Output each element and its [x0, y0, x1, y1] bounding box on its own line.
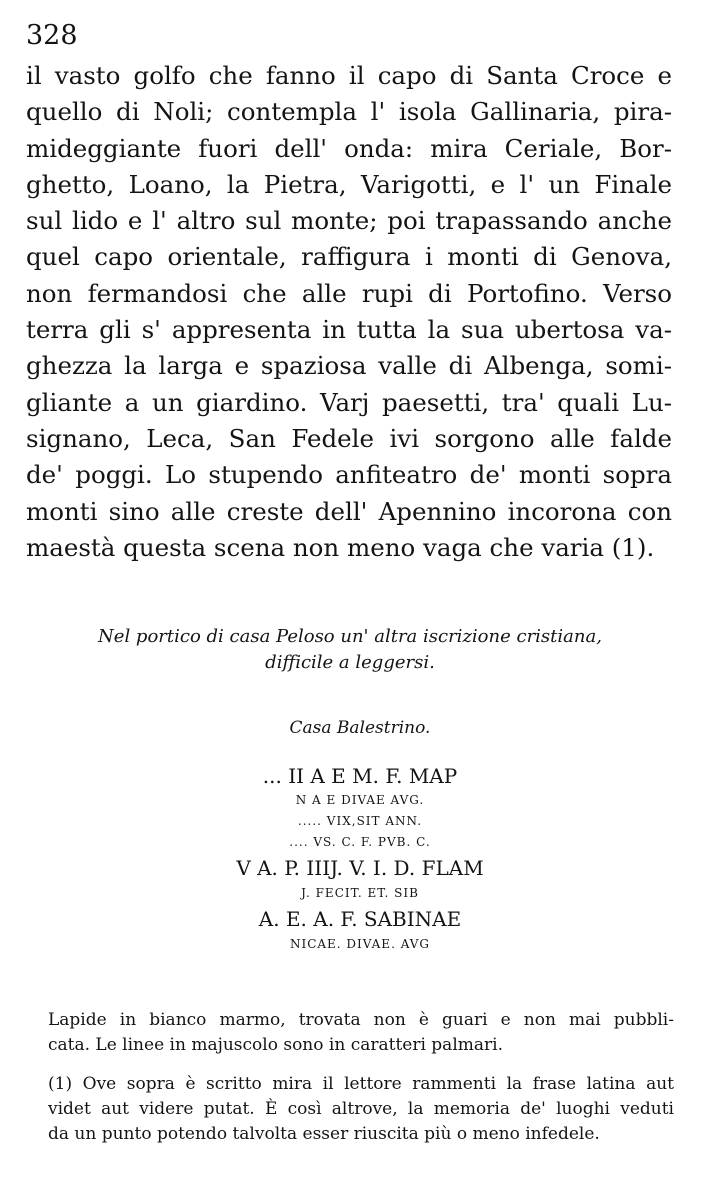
page-number: 328: [26, 20, 78, 51]
text-line: sul lido e l' altro sul monte; poi trapassando anche: [26, 206, 672, 236]
note-line: difficile a leggersi.: [265, 652, 435, 673]
footnote: [48, 1072, 674, 1147]
note-line: Nel portico di casa Peloso un' altra iscrizione cristiana,: [98, 626, 602, 647]
text-line: gliante a un giardino. Varj paesetti, tra' quali Lu-: [26, 387, 672, 417]
description-line: cata. Le linee in majuscolo sono in caratteri palmari.: [48, 1035, 503, 1055]
inscription-line: J. FECIT. ET. SIB: [301, 886, 419, 900]
inscription-block: [150, 716, 570, 955]
footnote-line: videt aut videre putat. È così altrove, la memoria de' luoghi veduti: [48, 1099, 674, 1119]
text-line: ghezza la larga e spaziosa valle di Albenga, somi-: [26, 351, 672, 381]
inscription-title: Casa Balestrino.: [289, 718, 431, 738]
description-line: Lapide in bianco marmo, trovata non è guari e non mai pubbli-: [48, 1010, 674, 1030]
text-line: non fermandosi che alle rupi di Portofino. Verso: [26, 278, 672, 308]
stone-description: [48, 1008, 674, 1058]
text-line: quello di Noli; contempla l' isola Gallinaria, pira-: [26, 97, 672, 127]
text-line: ghetto, Loano, la Pietra, Varigotti, e l' un Finale: [26, 169, 672, 199]
text-line: mideggiante fuori dell' onda: mira Ceriale, Bor-: [26, 133, 672, 163]
text-line: de' poggi. Lo stupendo anfiteatro de' monti sopra: [26, 460, 672, 490]
main-paragraph: [26, 58, 672, 566]
italic-note: [70, 624, 630, 676]
inscription-line: ... II A E M. F. MAP: [262, 764, 458, 788]
text-line: il vasto golfo che fanno il capo di Santa Croce e: [26, 61, 672, 90]
text-line: monti sino alle creste dell' Apennino incorona con: [26, 496, 672, 526]
text-line: signano, Leca, San Fedele ivi sorgono alle falde: [26, 423, 672, 453]
inscription-line: NICAE. DIVAE. AVG: [289, 937, 431, 951]
text-line: maestà questa scena non meno vaga che varia (1).: [26, 532, 655, 562]
inscription-line: N A E DIVAE AVG.: [295, 793, 425, 807]
text-line: terra gli s' appresenta in tutta la sua ubertosa va-: [26, 315, 672, 345]
inscription-line: ..... VIX,SIT ANN.: [297, 814, 423, 828]
inscription-line: V A. P. IIIJ. V. I. D. FLAM: [236, 856, 484, 880]
inscription-line: .... VS. C. F. PVB. C.: [289, 835, 431, 849]
footnote-line: da un punto potendo talvolta esser riuscita più o meno infedele.: [48, 1124, 600, 1144]
inscription-line: A. E. A. F. SABINAE: [258, 907, 462, 931]
footnote-line: (1) Ove sopra è scritto mira il lettore rammenti la frase latina aut: [48, 1074, 674, 1094]
text-line: quel capo orientale, raffigura i monti di Genova,: [26, 242, 672, 272]
